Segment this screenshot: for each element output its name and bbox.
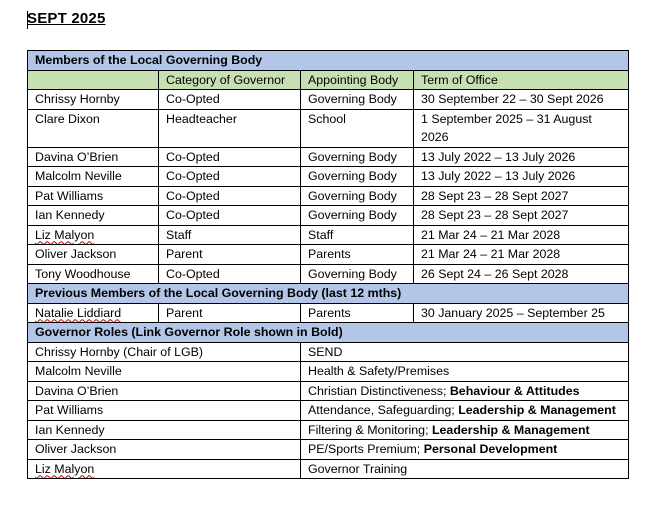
member-name: Malcolm Neville [28, 167, 159, 187]
member-name: Pat Williams [28, 186, 159, 206]
table-row [28, 90, 629, 110]
spellcheck-flagged-name: Natalie Liddiard [35, 305, 122, 320]
table-row [28, 109, 629, 147]
spellcheck-flagged-name: Liz Malyon [35, 461, 95, 476]
member-term: 13 July 2022 – 13 July 2026 [414, 167, 629, 187]
role-governor-name: Pat Williams [28, 401, 301, 421]
member-category: Headteacher [159, 109, 301, 147]
role-plain: Attendance, Safeguarding; [308, 403, 459, 417]
role-description [301, 401, 629, 421]
member-category: Co-Opted [159, 90, 301, 110]
member-appointing-body: Governing Body [301, 167, 414, 187]
role-governor-name: Ian Kennedy [28, 420, 301, 440]
table-row [28, 245, 629, 265]
role-description [301, 420, 629, 440]
role-description [301, 342, 629, 362]
column-header-name [28, 70, 159, 90]
member-term: 30 September 22 – 30 Sept 2026 [414, 90, 629, 110]
roles-section-heading: Governor Roles (Link Governor Role shown in Bold) [28, 323, 629, 343]
member-term: 21 Mar 24 – 21 Mar 2028 [414, 245, 629, 265]
member-appointing-body: Staff [301, 225, 414, 245]
member-appointing-body: Governing Body [301, 147, 414, 167]
previous-member-category: Parent [159, 303, 301, 323]
role-link-bold: Behaviour & Attitudes [449, 383, 580, 398]
member-term: 1 September 2025 – 31 August 2026 [414, 109, 629, 147]
member-name: Oliver Jackson [28, 245, 159, 265]
role-plain: PE/Sports Premium; [308, 442, 424, 456]
member-category: Co-Opted [159, 186, 301, 206]
previous-member-term: 30 January 2025 – September 25 [414, 303, 629, 323]
document-title: SEPT 2025 [27, 10, 106, 27]
member-category: Co-Opted [159, 264, 301, 284]
role-description [301, 362, 629, 382]
role-link-bold: Personal Development [423, 442, 558, 456]
member-term: 13 July 2022 – 13 July 2026 [414, 147, 629, 167]
table-row [28, 342, 629, 362]
member-name: Davina O’Brien [28, 147, 159, 167]
role-description [301, 459, 629, 479]
column-header-row [28, 70, 629, 90]
table-row [28, 303, 629, 323]
table-row [28, 264, 629, 284]
member-name [28, 225, 159, 245]
table-row [28, 206, 629, 226]
members-section-heading: Members of the Local Governing Body [28, 51, 629, 71]
member-name: Clare Dixon [28, 109, 159, 147]
role-plain: SEND [308, 344, 343, 359]
role-plain: Health & Safety/Premises [308, 364, 450, 378]
role-plain: Filtering & Monitoring; [308, 422, 432, 437]
role-plain: Christian Distinctiveness; [308, 383, 450, 398]
member-appointing-body: Governing Body [301, 264, 414, 284]
role-governor-name: Malcolm Neville [28, 362, 301, 382]
role-governor-name [28, 459, 301, 479]
role-link-bold: Leadership & Management [431, 422, 590, 437]
role-governor-name: Oliver Jackson [28, 440, 301, 460]
member-term: 21 Mar 24 – 21 Mar 2028 [414, 225, 629, 245]
role-description [301, 440, 629, 460]
role-link-bold: Leadership & Management [458, 403, 616, 417]
member-appointing-body: School [301, 109, 414, 147]
member-term: 26 Sept 24 – 26 Sept 2028 [414, 264, 629, 284]
member-appointing-body: Governing Body [301, 90, 414, 110]
table-row [28, 186, 629, 206]
previous-section-heading-row [28, 284, 629, 304]
member-term: 28 Sept 23 – 28 Sept 2027 [414, 186, 629, 206]
member-category: Co-Opted [159, 167, 301, 187]
member-category: Parent [159, 245, 301, 265]
role-description [301, 381, 629, 401]
roles-section-heading-row [28, 323, 629, 343]
column-header-category: Category of Governor [159, 70, 301, 90]
table-row [28, 401, 629, 421]
table-row [28, 381, 629, 401]
role-governor-name: Chrissy Hornby (Chair of LGB) [28, 342, 301, 362]
member-term: 28 Sept 23 – 28 Sept 2027 [414, 206, 629, 226]
previous-member-name [28, 303, 159, 323]
table-row [28, 420, 629, 440]
member-category: Co-Opted [159, 206, 301, 226]
spellcheck-flagged-name: Liz Malyon [35, 227, 95, 242]
member-category: Staff [159, 225, 301, 245]
previous-section-heading: Previous Members of the Local Governing Body (last 12 mths) [28, 284, 629, 304]
member-name: Ian Kennedy [28, 206, 159, 226]
role-governor-name: Davina O’Brien [28, 381, 301, 401]
member-appointing-body: Governing Body [301, 186, 414, 206]
table-row [28, 167, 629, 187]
table-row [28, 225, 629, 245]
members-section-heading-row [28, 51, 629, 71]
member-name: Chrissy Hornby [28, 90, 159, 110]
member-name: Tony Woodhouse [28, 264, 159, 284]
table-row [28, 147, 629, 167]
member-appointing-body: Governing Body [301, 206, 414, 226]
table-row [28, 459, 629, 479]
column-header-term-of-office: Term of Office [414, 70, 629, 90]
table-row [28, 362, 629, 382]
column-header-appointing-body: Appointing Body [301, 70, 414, 90]
table-row [28, 440, 629, 460]
previous-member-appointing-body: Parents [301, 303, 414, 323]
member-category: Co-Opted [159, 147, 301, 167]
role-plain: Governor Training [308, 461, 408, 476]
governing-body-table [27, 50, 629, 479]
member-appointing-body: Parents [301, 245, 414, 265]
